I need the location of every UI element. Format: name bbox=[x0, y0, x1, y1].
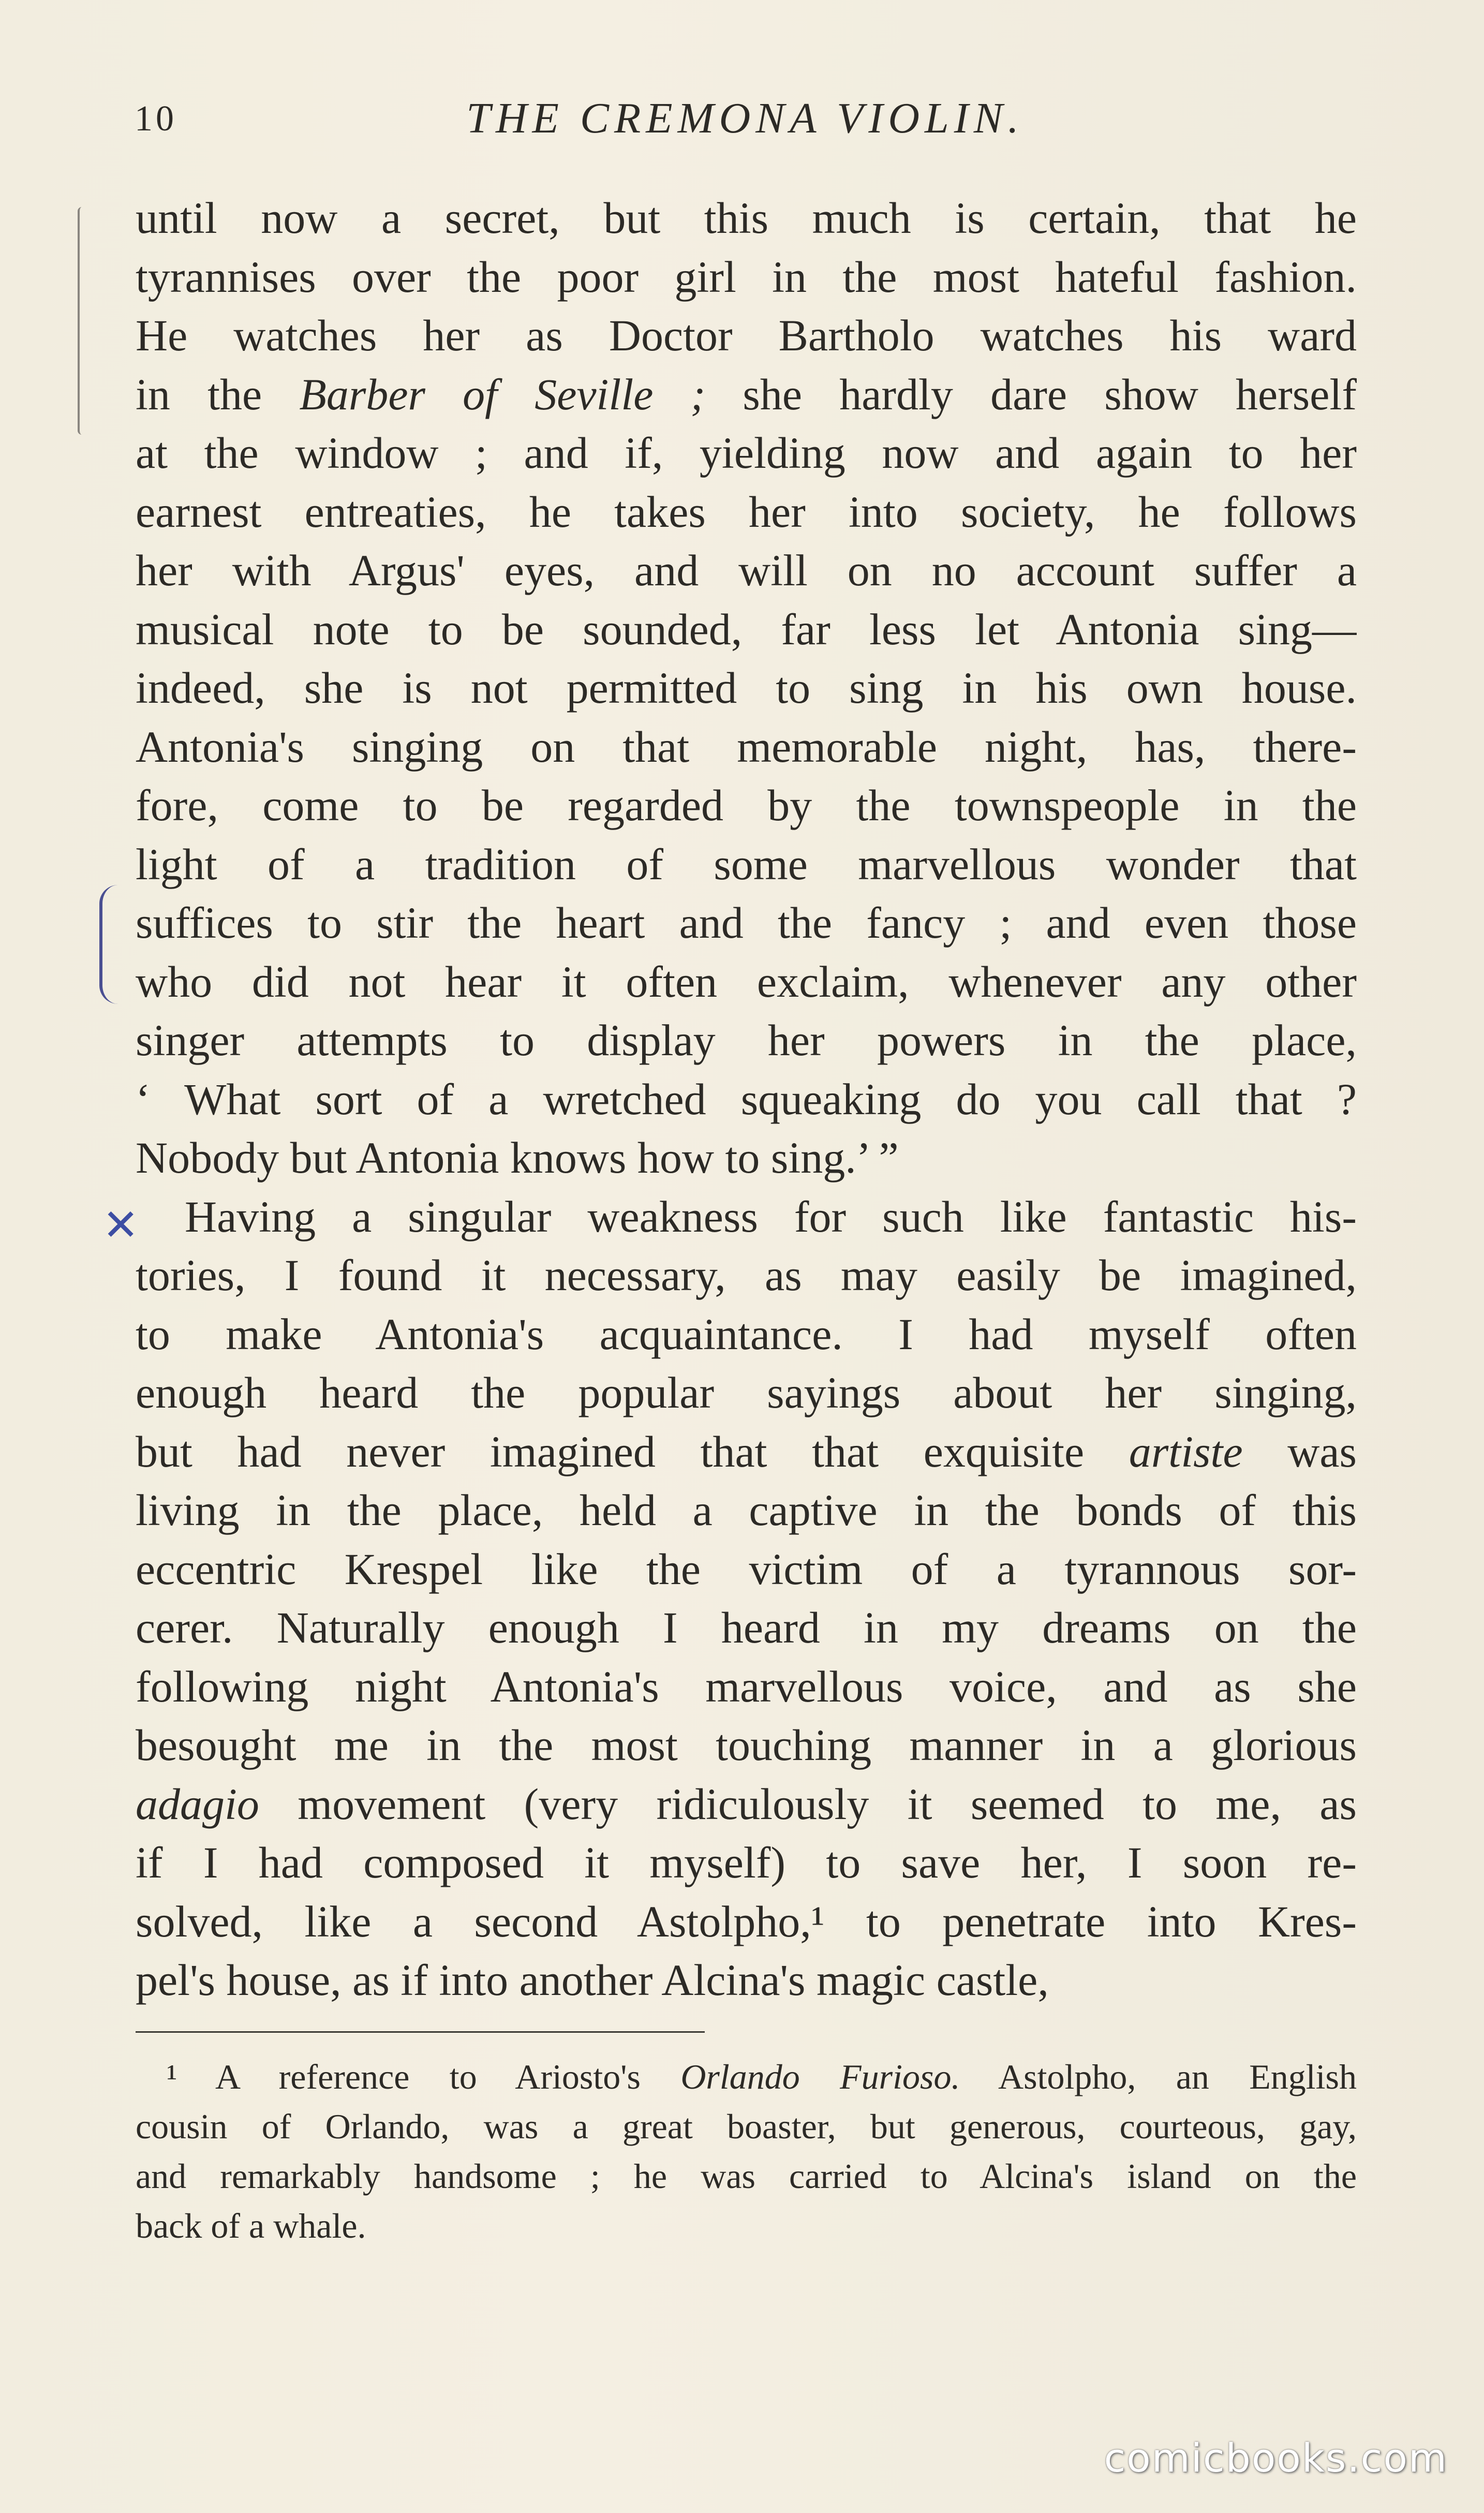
italic-text: Orlando Furioso. bbox=[680, 2057, 960, 2096]
footnote-line: and remarkably handsome ; he was carried to Alcina's island on the bbox=[136, 2156, 1357, 2196]
text-line: eccentric Krespel like the victim of a tyrannous sor- bbox=[136, 1544, 1357, 1594]
text-line: Having a singular weakness for such like fantastic his- bbox=[185, 1191, 1357, 1241]
text-line bbox=[136, 1775, 1357, 1834]
text-segment: Astolpho, an English bbox=[960, 2057, 1357, 2096]
text-segment: was bbox=[1242, 1426, 1357, 1476]
text-line: earnest entreaties, he takes her into society, he follows bbox=[136, 486, 1357, 537]
text-line: to make Antonia's acquaintance. I had myself often bbox=[136, 1309, 1357, 1359]
footnote-rule bbox=[136, 2031, 705, 2033]
ink-x-mark-icon: ✕ bbox=[102, 1200, 139, 1250]
text-line bbox=[136, 1423, 1357, 1482]
text-line: tories, I found it necessary, as may easily be imagined, bbox=[136, 1250, 1357, 1300]
footnote-line: back of a whale. bbox=[136, 2206, 366, 2245]
watermark: comicbooks.com bbox=[1104, 2435, 1448, 2481]
text-line: musical note to be sounded, far less let Antonia sing— bbox=[136, 604, 1357, 654]
footnote bbox=[136, 2052, 1357, 2251]
body-text bbox=[136, 189, 1357, 2010]
text-line: who did not hear it often exclaim, whenever any other bbox=[136, 956, 1357, 1007]
footnote-line: cousin of Orlando, was a great boaster, but generous, courteous, gay, bbox=[136, 2107, 1357, 2146]
text-line: suffices to stir the heart and the fancy ; and even those bbox=[136, 898, 1357, 948]
page-header bbox=[135, 93, 1356, 155]
text-line: Nobody but Antonia knows how to sing.’ ” bbox=[136, 1133, 899, 1182]
text-line: singer attempts to display her powers in the place, bbox=[136, 1015, 1357, 1065]
ink-bracket-mark bbox=[99, 885, 118, 1004]
text-line: living in the place, held a captive in the bonds of this bbox=[136, 1485, 1357, 1535]
text-line: ‘ What sort of a wretched squeaking do you call that ? bbox=[136, 1074, 1357, 1124]
text-segment: she hardly dare show herself bbox=[705, 369, 1357, 419]
text-line: Antonia's singing on that memorable night, has, there- bbox=[136, 721, 1357, 772]
italic-text: artiste bbox=[1129, 1426, 1243, 1476]
text-line: He watches her as Doctor Bartholo watches his ward bbox=[136, 311, 1357, 360]
italic-text: adagio bbox=[136, 1779, 259, 1829]
text-line: enough heard the popular sayings about her singing, bbox=[136, 1368, 1357, 1417]
text-line: fore, come to be regarded by the townspeople in the bbox=[136, 780, 1357, 830]
text-line: at the window ; and if, yielding now and again to her bbox=[136, 428, 1357, 478]
text-line: until now a secret, but this much is certain, that he bbox=[136, 193, 1357, 243]
text-line: besought me in the most touching manner in a glorious bbox=[136, 1720, 1357, 1770]
text-line: tyrannises over the poor girl in the most hateful fashion. bbox=[136, 252, 1357, 302]
text-segment: in the bbox=[136, 369, 300, 419]
italic-text: Barber of Seville ; bbox=[299, 369, 706, 419]
text-segment: movement (very ridiculously it seemed to me, as bbox=[259, 1779, 1357, 1829]
text-line: solved, like a second Astolpho,¹ to penetrate into Kres- bbox=[136, 1896, 1357, 1946]
text-line: her with Argus' eyes, and will on no account suffer a bbox=[136, 545, 1357, 595]
running-head: THE CREMONA VIOLIN. bbox=[466, 94, 1024, 142]
text-line: light of a tradition of some marvellous wonder that bbox=[136, 839, 1357, 889]
footnote-line bbox=[136, 2052, 1357, 2102]
text-segment: ¹ A reference to Ariosto's bbox=[167, 2057, 681, 2096]
text-line: indeed, she is not permitted to sing in his own house. bbox=[136, 663, 1357, 713]
text-line: if I had composed it myself) to save her, I soon re- bbox=[136, 1838, 1357, 1887]
text-line: cerer. Naturally enough I heard in my dreams on the bbox=[136, 1603, 1357, 1652]
text-line: following night Antonia's marvellous voice, and as she bbox=[136, 1661, 1357, 1711]
page-number: 10 bbox=[135, 99, 177, 139]
pencil-bracket-mark bbox=[78, 207, 87, 435]
text-line bbox=[136, 365, 1357, 424]
text-segment: but had never imagined that that exquisite bbox=[136, 1426, 1129, 1476]
text-line: pel's house, as if into another Alcina's magic castle, bbox=[136, 1955, 1049, 2005]
